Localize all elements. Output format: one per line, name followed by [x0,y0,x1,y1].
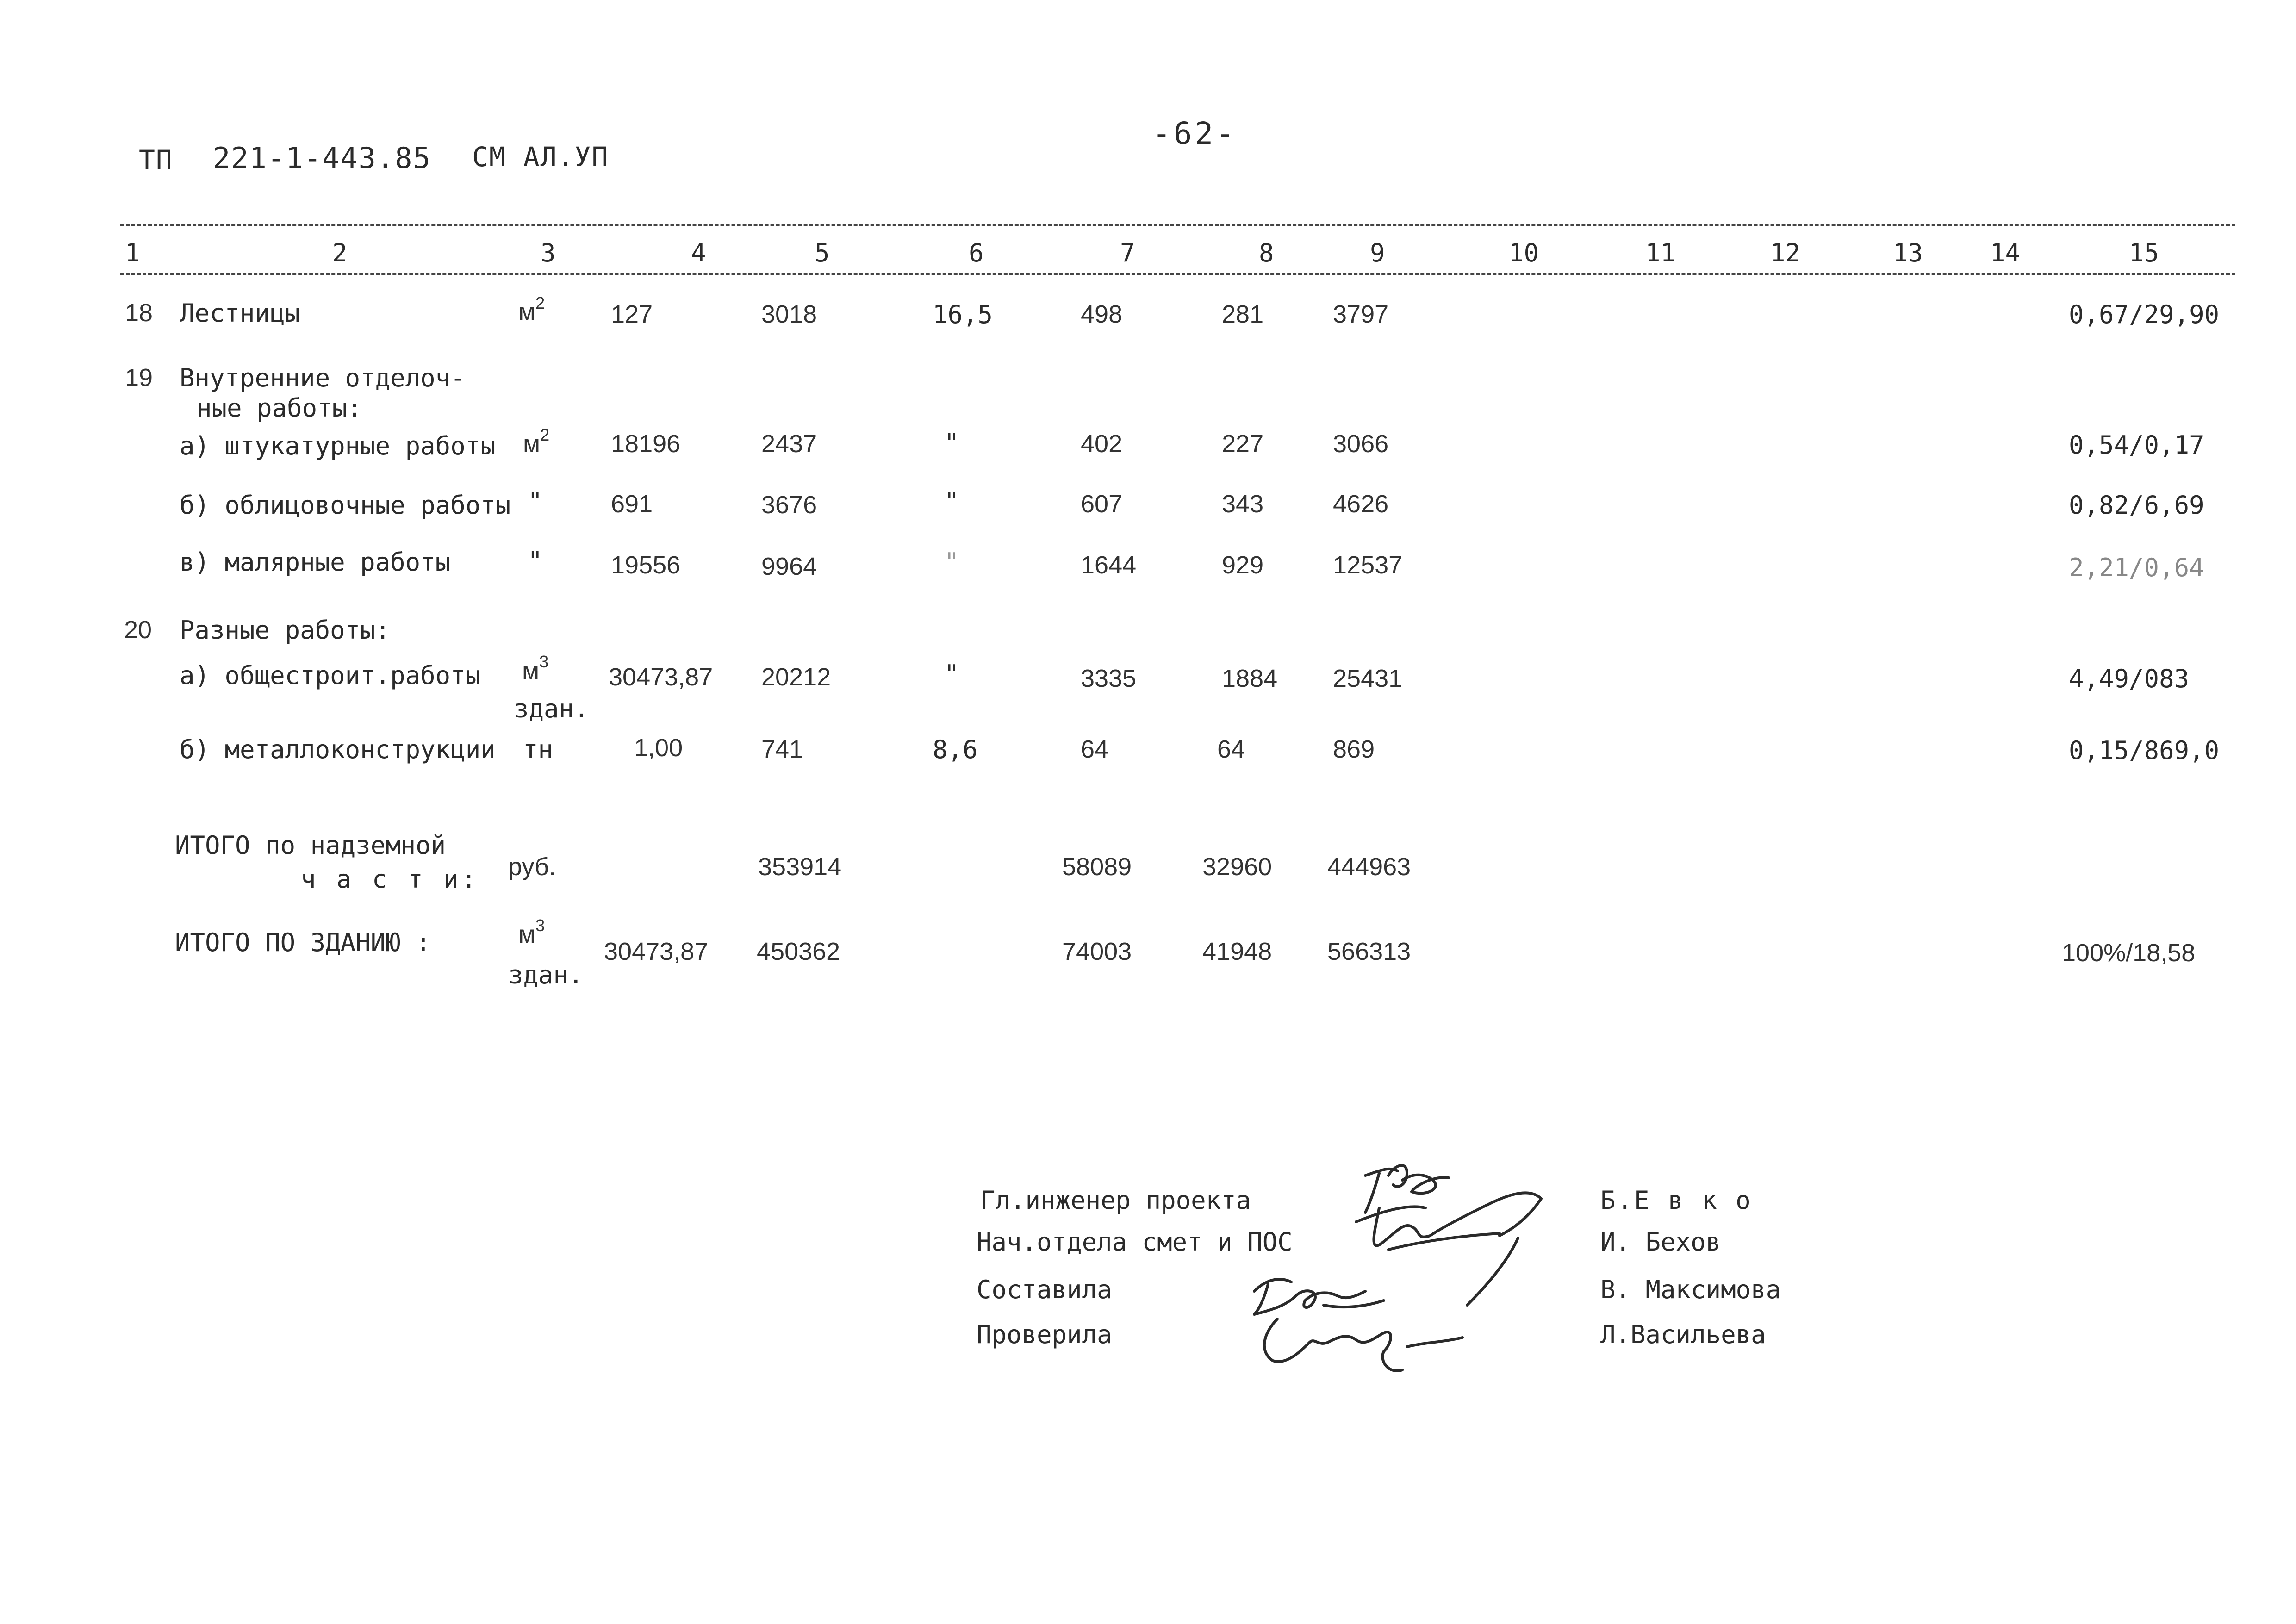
unit [523,425,550,458]
unit [522,652,549,685]
col8-value: 227 [1222,430,1264,458]
unit-base: м [518,298,536,326]
page-number: -62- [1152,116,1237,151]
col4-value: 30473,87 [604,938,709,965]
total-label-continued: ч а с т и: [301,865,479,894]
col9-value: 25431 [1333,665,1403,692]
col9-value: 566313 [1327,938,1411,965]
col5-value: 3676 [761,491,817,519]
col9-value: 3066 [1333,430,1389,458]
col-num-2: 2 [332,238,348,268]
col9-value: 4626 [1333,490,1389,518]
col8-value: 32960 [1202,853,1272,881]
col-num-15: 15 [2129,238,2159,268]
col7-value: 1644 [1081,551,1137,579]
unit: " [528,487,543,516]
doc-code-number: 221-1-443.85 [213,141,431,175]
col4-value: 127 [611,300,653,328]
item-name: Внутренние отделоч- [180,363,466,392]
unit: тн [523,735,554,764]
col-num-3: 3 [541,238,556,268]
col15-value: 4,49/083 [2069,664,2190,693]
header-top-rule [120,224,2235,226]
col9-value: 3797 [1333,300,1389,328]
col-num-10: 10 [1509,238,1539,268]
col-num-1: 1 [125,238,140,268]
col7-value: 607 [1081,490,1123,518]
col6-value: " [944,660,959,689]
col8-value: 41948 [1202,938,1272,965]
col5-value: 2437 [761,430,817,458]
unit-power: 2 [535,293,545,312]
doc-code-suffix: СМ АЛ.УП [472,141,609,173]
signer-name: И. Бехов [1600,1227,1721,1257]
row-number: 18 [125,299,153,327]
col-num-9: 9 [1370,238,1385,268]
col-num-13: 13 [1893,238,1923,268]
col4-value: 30473,87 [609,663,713,691]
col-num-5: 5 [815,238,830,268]
col9-value: 444963 [1327,853,1411,881]
col15-value: 2,21/0,64 [2069,553,2204,582]
col7-value: 402 [1081,430,1123,458]
col15-value: 100%/18,58 [2062,939,2196,967]
col8-value: 281 [1222,300,1264,328]
signer-role: Проверила [977,1320,1112,1349]
col15-value: 0,82/6,69 [2069,491,2204,520]
col6-value: " [944,428,959,457]
col5-value: 741 [761,735,803,763]
row-number: 19 [125,364,153,392]
col15-value: 0,15/869,0 [2069,736,2220,765]
signer-name: Л.Васильева [1600,1320,1766,1349]
item-name: а) общестроит.работы [180,661,481,690]
col4-value: 1,00 [634,734,683,762]
unit-base: м [518,921,536,948]
col4-value: 18196 [611,430,681,458]
unit-power: 3 [535,916,545,935]
unit-power: 2 [540,425,550,444]
handwritten-signatures [1240,1157,1592,1379]
unit-base: м [523,430,541,458]
col8-value: 929 [1222,551,1264,579]
col4-value: 19556 [611,551,681,579]
col-num-14: 14 [1990,238,2021,268]
item-name: б) металлоконструкции [180,735,496,764]
col-num-11: 11 [1645,238,1676,268]
col5-value: 9964 [761,553,817,580]
item-name: а) штукатурные работы [180,431,496,460]
col15-value: 0,67/29,90 [2069,300,2220,329]
col5-value: 20212 [761,663,831,691]
col7-value: 58089 [1062,853,1132,881]
col6-value: " [944,487,959,516]
header-bottom-rule [120,273,2235,275]
col4-value: 691 [611,490,653,518]
col7-value: 498 [1081,300,1123,328]
signer-role: Гл.инженер проекта [980,1186,1251,1215]
total-label: ИТОГО по надземной [175,831,446,860]
item-name: б) облицовочные работы [180,491,511,520]
signer-role: Составила [977,1275,1112,1304]
col8-value: 1884 [1222,665,1278,692]
unit-power: 3 [539,652,549,671]
col8-value: 64 [1217,735,1245,763]
col-num-7: 7 [1120,238,1135,268]
total-label: ИТОГО ПО ЗДАНИЮ : [175,928,431,957]
signer-name: Б.Е в к о [1600,1186,1753,1215]
unit-line2: здан. [508,960,584,989]
col6-value: 8,6 [933,735,978,764]
item-name: Лестницы [180,299,300,328]
col6-value: " [944,548,959,577]
col-num-4: 4 [691,238,706,268]
signer-name: В. Максимова [1600,1275,1781,1304]
unit [518,916,545,949]
col7-value: 3335 [1081,665,1137,692]
doc-code-prefix: ТП [139,144,173,176]
col5-value: 353914 [758,853,842,881]
col15-value: 0,54/0,17 [2069,430,2204,460]
item-name: в) малярные работы [180,548,451,577]
col9-value: 869 [1333,735,1375,763]
row-number: 20 [124,616,152,644]
col-num-6: 6 [969,238,984,268]
col7-value: 64 [1081,735,1109,763]
col9-value: 12537 [1333,551,1403,579]
col7-value: 74003 [1062,938,1132,965]
col-num-12: 12 [1770,238,1801,268]
col6-value: 16,5 [933,300,993,329]
unit-base: м [522,657,540,684]
col5-value: 450362 [757,938,840,965]
unit: " [528,546,543,575]
col5-value: 3018 [761,300,817,328]
unit [518,293,545,326]
unit: руб. [508,853,556,881]
col-num-8: 8 [1259,238,1274,268]
col8-value: 343 [1222,490,1264,518]
item-name-continued: ные работы: [197,393,362,423]
item-name: Разные работы: [180,616,391,645]
unit-line2: здан. [514,694,589,723]
signer-role: Нач.отдела смет и ПОС [977,1227,1293,1257]
